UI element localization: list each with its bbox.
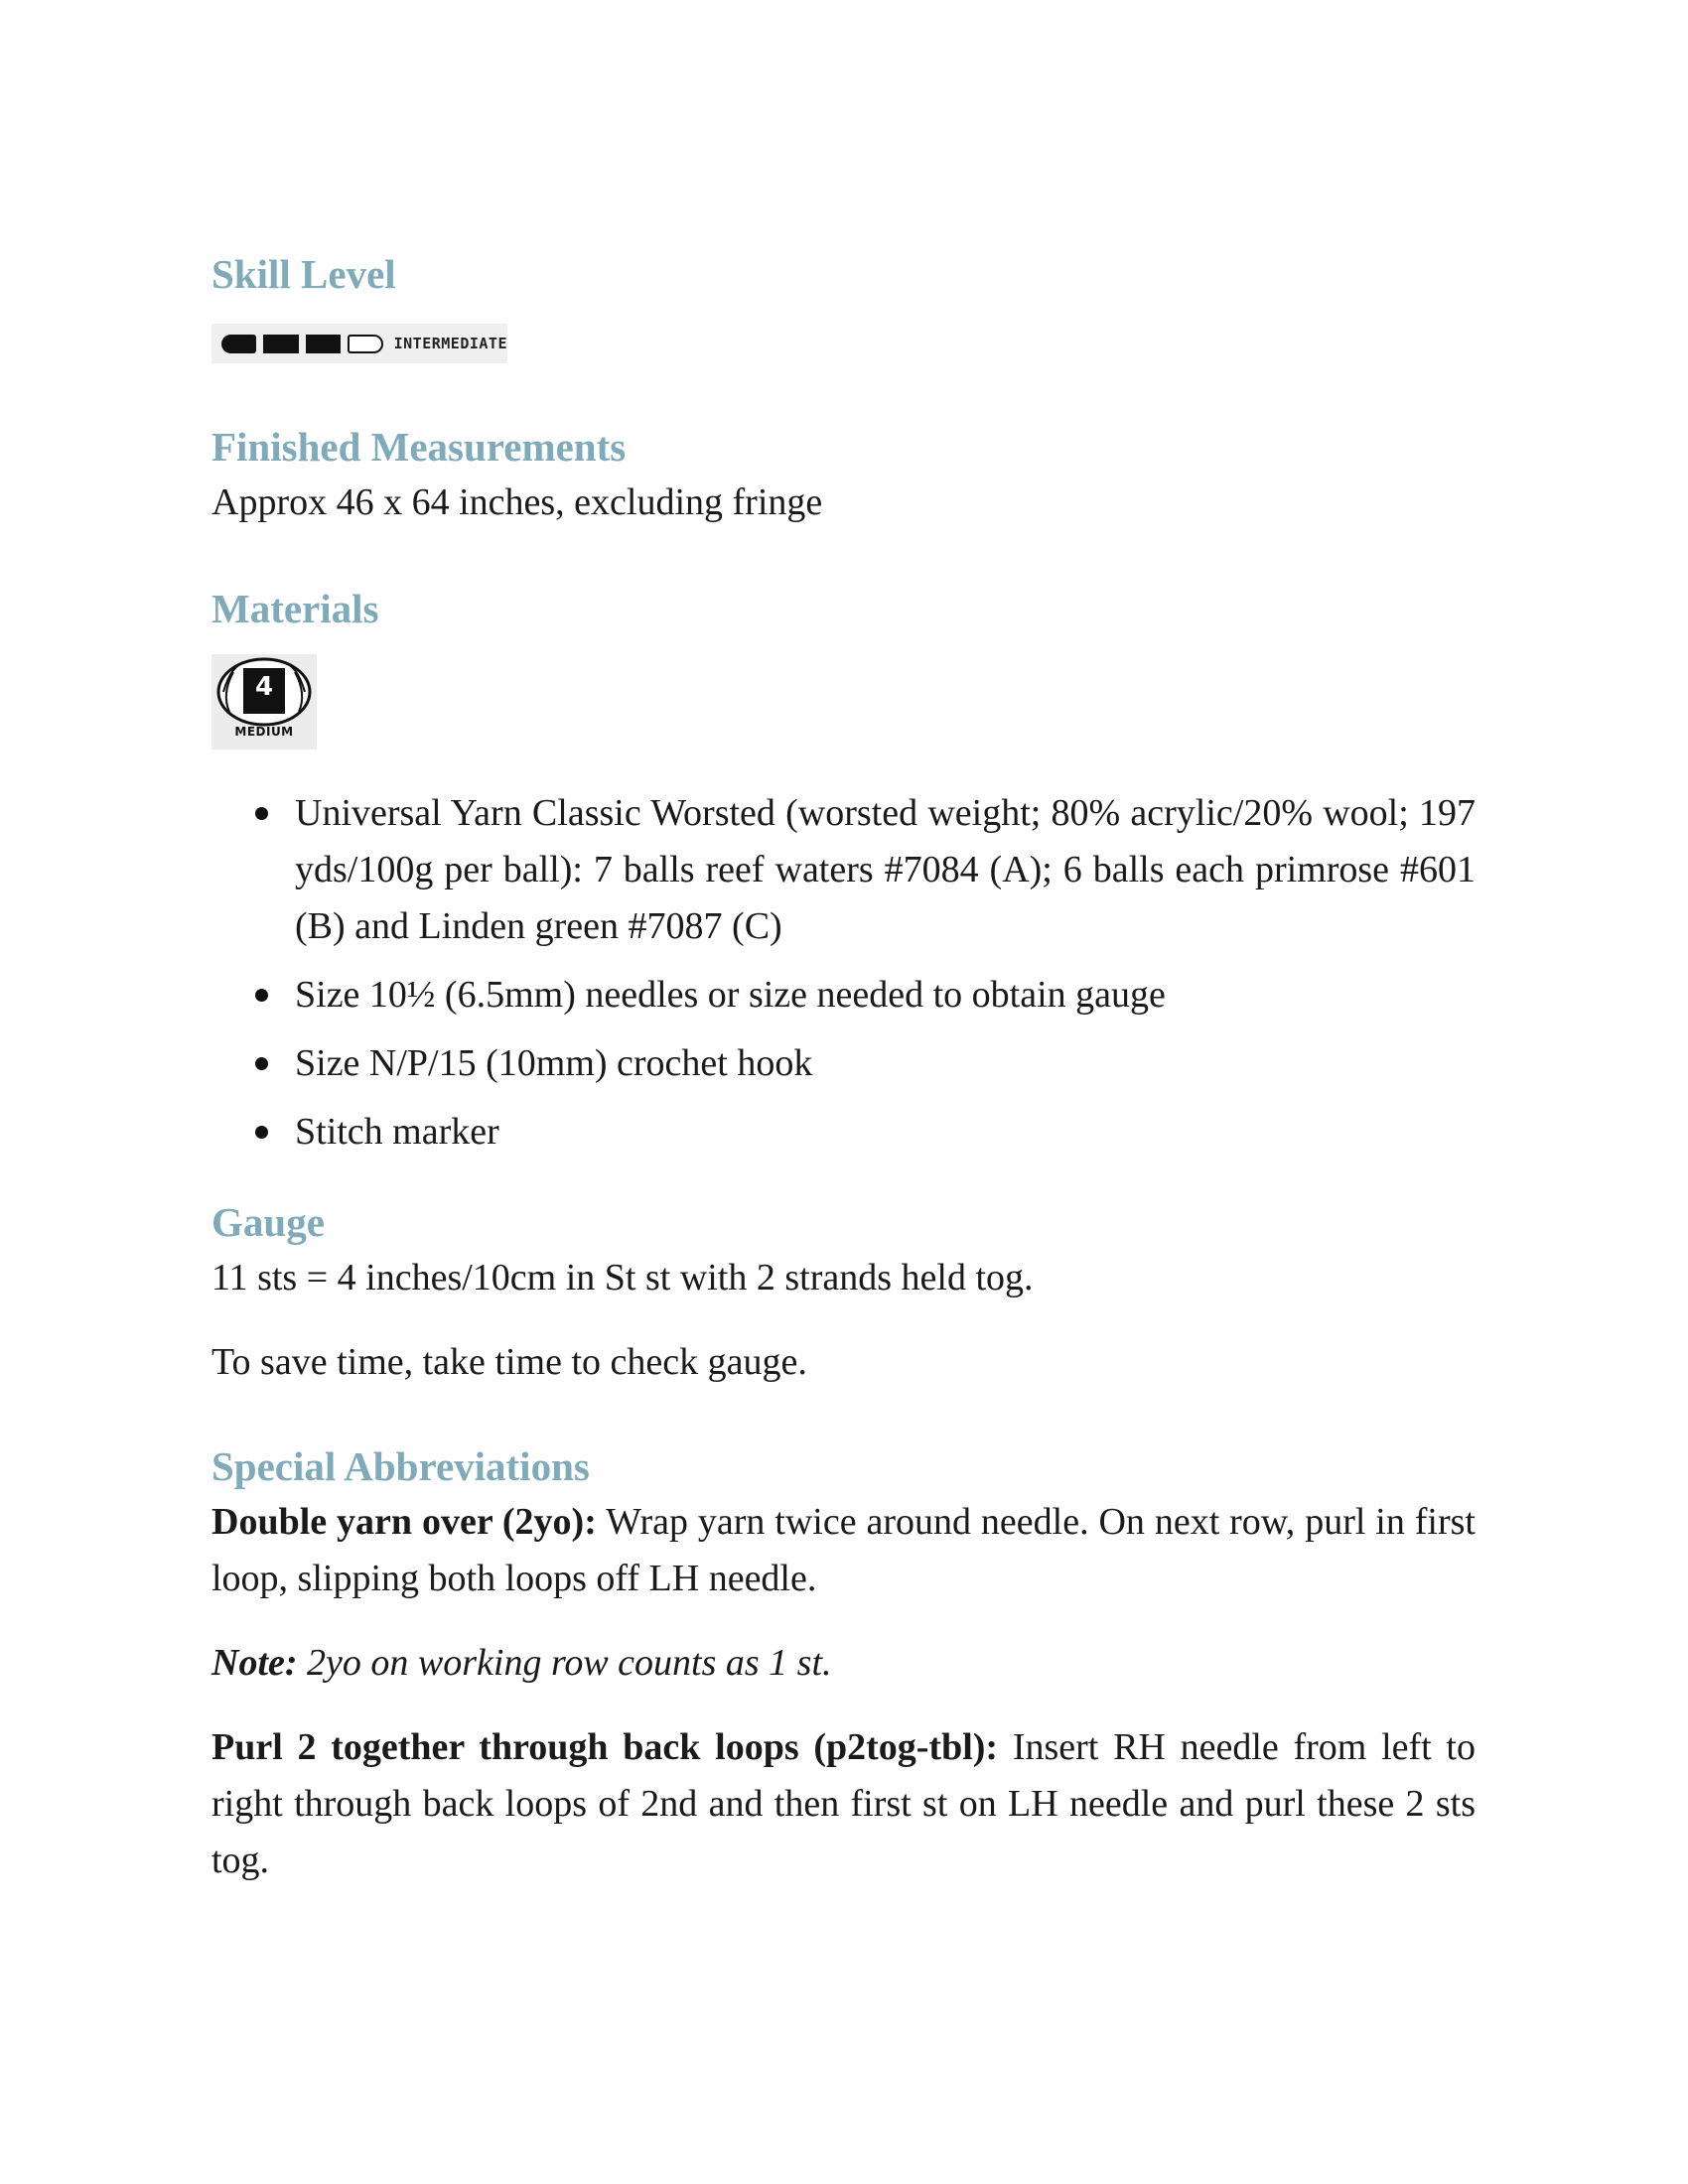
abbreviation-definition: Wrap yarn twice around needle. On next row, purl in first loop, slipping both loops off LH needle. <box>211 1501 1476 1599</box>
bullet-icon <box>255 807 268 820</box>
finished-measurements-heading: Finished Measurements <box>211 424 627 470</box>
abbreviation-double-yarn-over <box>211 1494 1476 1607</box>
material-text: Stitch marker <box>295 1111 499 1153</box>
skill-level-heading: Skill Level <box>211 251 396 297</box>
yarn-weight-icon <box>211 654 317 750</box>
list-item <box>295 1104 1476 1160</box>
abbreviation-note <box>211 1635 1476 1692</box>
skill-bar-filled <box>221 335 256 353</box>
abbreviation-definition: Insert RH needle from left to right through back loops of 2nd and then first st on LH needle and purl these 2 sts tog. <box>211 1726 1476 1881</box>
bullet-icon <box>255 1057 268 1070</box>
note-text: 2yo on working row counts as 1 st. <box>297 1642 832 1684</box>
bullet-icon <box>255 989 268 1002</box>
pattern-page <box>211 246 1476 1889</box>
materials-list <box>211 785 1476 1160</box>
bullet-icon <box>255 1126 268 1139</box>
skill-level-label: INTERMEDIATE <box>393 335 507 352</box>
special-abbreviations-heading: Special Abbreviations <box>211 1443 590 1489</box>
yarn-weight-number: 4 <box>254 672 274 702</box>
list-item <box>295 1035 1476 1092</box>
abbreviation-term: Purl 2 together through back loops (p2tog-tbl): <box>211 1726 999 1768</box>
list-item <box>295 967 1476 1024</box>
materials-heading: Materials <box>211 586 379 631</box>
abbreviation-term: Double yarn over (2yo): <box>211 1501 597 1543</box>
note-label: Note: <box>211 1642 298 1684</box>
gauge-text: 11 sts = 4 inches/10cm in St st with 2 strands held tog. <box>211 1257 1034 1298</box>
abbreviation-p2tog-tbl <box>211 1719 1476 1889</box>
gauge-heading: Gauge <box>211 1199 325 1245</box>
skill-level-badge <box>211 324 507 363</box>
skill-bar-empty <box>348 335 382 353</box>
material-text: Universal Yarn Classic Worsted (worsted weight; 80% acrylic/20% wool; 197 yds/100g per ball): 7 balls reef waters #7084 (A); 6 balls each primrose #601 (B) and Linden green #7087 (C) <box>295 792 1476 947</box>
finished-measurements-text: Approx 46 x 64 inches, excluding fringe <box>211 481 823 523</box>
skill-bar-filled <box>306 335 341 353</box>
list-item <box>295 785 1476 955</box>
yarn-weight-label: MEDIUM <box>234 725 294 739</box>
gauge-note: To save time, take time to check gauge. <box>211 1341 807 1383</box>
material-text: Size 10½ (6.5mm) needles or size needed to obtain gauge <box>295 974 1166 1016</box>
skill-bar-filled <box>263 335 298 353</box>
material-text: Size N/P/15 (10mm) crochet hook <box>295 1042 813 1084</box>
